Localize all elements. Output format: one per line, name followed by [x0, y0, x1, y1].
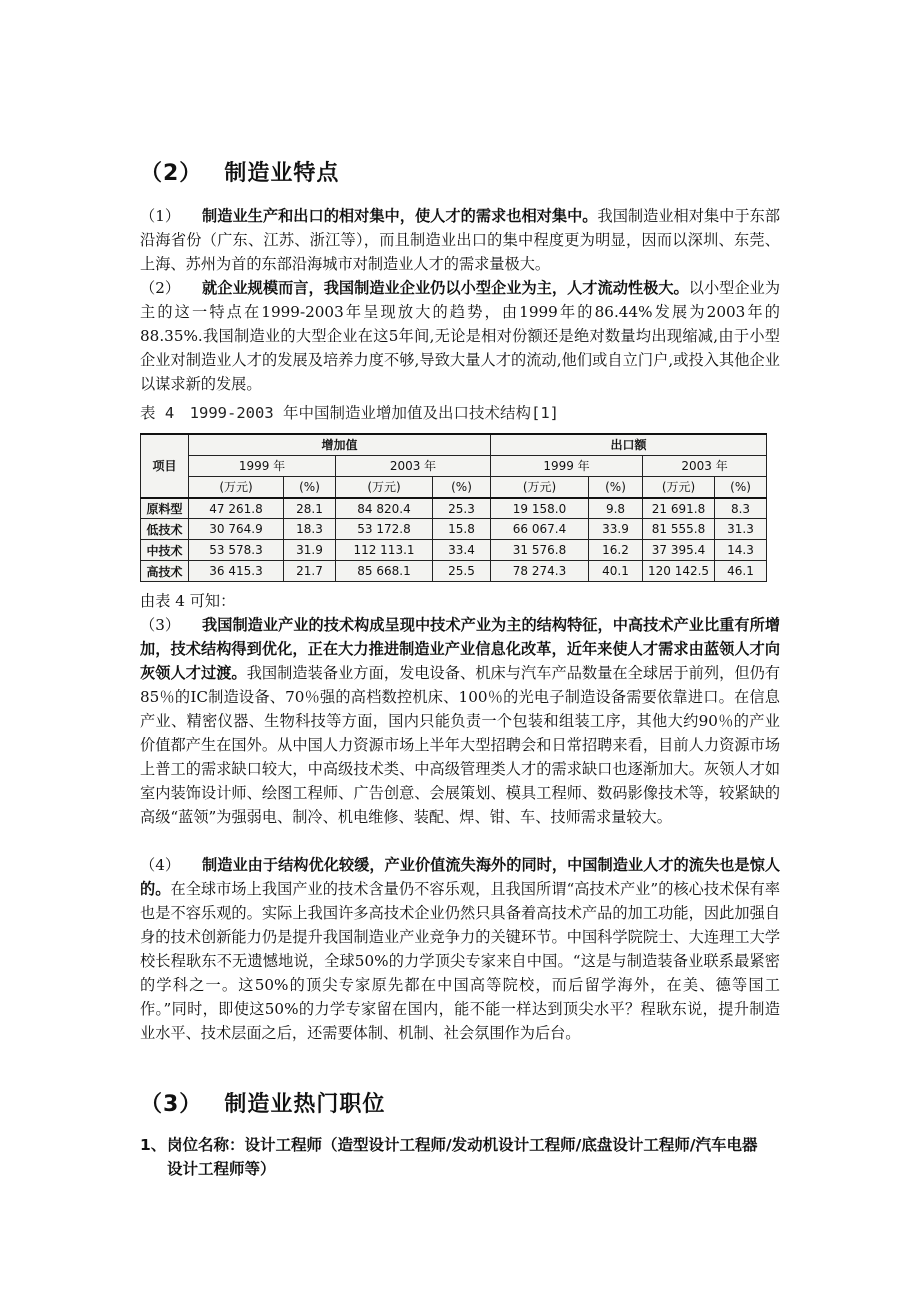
paragraph-text: 我国制造业相对集中于东部沿海省份（广东、江苏、浙江等），而且制造业出口的集中程度更为明显，因而以深圳、东莞、上海、苏州为首的东部沿海城市对制造业人才的需求量极大。	[140, 207, 781, 273]
table-cell: 78 274.3	[491, 561, 589, 582]
table-header-unit: (%)	[715, 476, 767, 497]
table-cell: 53 172.8	[336, 519, 433, 540]
table-header-row	[141, 455, 767, 476]
table-header-unit: (万元)	[491, 476, 589, 497]
table-caption: 表 4 1999-2003 年中国制造业增加值及出口技术结构[1]	[140, 404, 559, 422]
table-cell: 19 158.0	[491, 498, 589, 519]
table-row	[141, 498, 767, 519]
table-cell: 8.3	[715, 498, 767, 519]
paragraph-number: （3）	[140, 616, 181, 634]
section-title: 制造业特点	[224, 161, 340, 186]
table-cell: 18.3	[284, 519, 336, 540]
table-cell: 40.1	[589, 561, 643, 582]
paragraph-bold-text: 就企业规模而言，我国制造业企业仍以小型企业为主，人才流动性极大。	[202, 279, 689, 297]
table-cell: 47 261.8	[189, 498, 284, 519]
table-cell: 25.5	[433, 561, 491, 582]
table-header-unit: (万元)	[336, 476, 433, 497]
job-item-1	[140, 1133, 780, 1181]
table-cell: 30 764.9	[189, 519, 284, 540]
table-cell: 16.2	[589, 540, 643, 561]
paragraph-1	[140, 204, 780, 276]
table-cell: 85 668.1	[336, 561, 433, 582]
table-cell: 53 578.3	[189, 540, 284, 561]
table-header-year: 2003 年	[336, 455, 491, 476]
section-heading-2	[140, 156, 339, 187]
table-cell: 14.3	[715, 540, 767, 561]
paragraph-bold-text: 我国制造业产业的技术构成呈现中技术产业为主的结构特征，中高技术产业比重有所增加，技术结构得到优化，正在大力推进制造业产业信息化改革，近年来使人才需求由蓝领人才向灰领人才过渡。	[140, 616, 780, 682]
table-cell: 25.3	[433, 498, 491, 519]
data-table	[140, 433, 767, 582]
table-header-unit: (万元)	[189, 476, 284, 497]
table-row-label: 中技术	[141, 540, 189, 561]
paragraph-bold-text: 制造业由于结构优化较缓，产业价值流失海外的同时，中国制造业人才的流失也是惊人的。	[140, 856, 780, 898]
paragraph-number: （2）	[140, 279, 181, 297]
paragraph-text: 我国制造装备业方面，发电设备、机床与汽车产品数量在全球居于前列，但仍有 85％的IC制造设备、70％强的高档数控机床、100％的光电子制造设备需要依靠进口。在信息产业、精密仪器、生物科技等方面，国内只能负责一个包装和组装工序，其他大约90％的产业价值都产生在国外。从中国人力资源市场上半年大型招聘会和日常招聘来看，目前人力资源市场上普工的需求缺口较大，中高级技术类、中高级管理类人才的需求缺口也逐渐加大。灰领人才如室内装饰设计师、绘图工程师、广告创意、会展策划、模具工程师、数码影像技术等，较紧缺的高级“蓝领”为强弱电、制冷、机电维修、装配、焊、钳、车、技师需求量较大。	[140, 664, 781, 826]
table-cell: 81 555.8	[643, 519, 715, 540]
table-cell: 112 113.1	[336, 540, 433, 561]
table-cell: 15.8	[433, 519, 491, 540]
section-number: （2）	[140, 161, 203, 186]
job-title-continued: 设计工程师等）	[167, 1160, 276, 1178]
table-cell: 36 415.3	[189, 561, 284, 582]
table-cell: 9.8	[589, 498, 643, 519]
table-header-row	[141, 476, 767, 497]
table-row-label: 低技术	[141, 519, 189, 540]
table-cell: 84 820.4	[336, 498, 433, 519]
section-heading-3	[140, 1087, 385, 1118]
table-header-row	[141, 434, 767, 455]
table-cell: 33.9	[589, 519, 643, 540]
table-row-label: 高技术	[141, 561, 189, 582]
table-header-unit: (万元)	[643, 476, 715, 497]
table-header-year: 1999 年	[491, 455, 643, 476]
table-cell: 37 395.4	[643, 540, 715, 561]
table-cell: 66 067.4	[491, 519, 589, 540]
table-row	[141, 540, 767, 561]
table-header-year: 1999 年	[189, 455, 336, 476]
table-row-label: 原料型	[141, 498, 189, 519]
paragraph-text: 以小型企业为主的这一特点在1999-2003年呈现放大的趋势，由1999年的86.44%发展为2003年的88.35%.我国制造业的大型企业在这5年间,无论是相对份额还是绝对数量均出现缩减,由于小型企业对制造业人才的发展及培养力度不够,导致大量人才的流动,他们或自立门户,或投入其他企业以谋求新的发展。	[140, 279, 781, 393]
table-reference-line: 由表 4 可知：	[140, 592, 236, 610]
table-cell: 31.3	[715, 519, 767, 540]
paragraph-4	[140, 853, 780, 1045]
paragraph-3	[140, 613, 780, 829]
table-header-year: 2003 年	[643, 455, 767, 476]
paragraph-bold-text: 制造业生产和出口的相对集中，使人才的需求也相对集中。	[202, 207, 598, 225]
table-cell: 33.4	[433, 540, 491, 561]
paragraph-number: （1）	[140, 207, 181, 225]
table-cell: 120 142.5	[643, 561, 715, 582]
paragraph-number: （4）	[140, 856, 181, 874]
table-header-unit: (%)	[589, 476, 643, 497]
table-header-group: 出口额	[491, 434, 767, 455]
paragraph-2	[140, 276, 780, 396]
section-title: 制造业热门职位	[224, 1092, 386, 1117]
table-row	[141, 519, 767, 540]
table-header-group: 增加值	[189, 434, 491, 455]
table-cell: 21.7	[284, 561, 336, 582]
table-header-item: 项目	[141, 434, 189, 498]
job-number: 1、	[140, 1136, 167, 1154]
paragraph-text: 在全球市场上我国产业的技术含量仍不容乐观，且我国所谓“高技术产业”的核心技术保有率也是不容乐观的。实际上我国许多高技术企业仍然只具备着高技术产品的加工功能，因此加强自身的技术创新能力仍是提升我国制造业产业竞争力的关键环节。中国科学院院士、大连理工大学校长程耿东不无遗憾地说，全球50%的力学顶尖专家来自中国。“这是与制造装备业联系最紧密的学科之一。这50%的顶尖专家原先都在中国高等院校，而后留学海外，在美、德等国工作。”同时，即使这50%的力学专家留在国内，能不能一样达到顶尖水平？程耿东说，提升制造业水平、技术层面之后，还需要体制、机制、社会氛围作为后台。	[140, 880, 781, 1042]
table-row	[141, 561, 767, 582]
section-number: （3）	[140, 1092, 203, 1117]
table-cell: 28.1	[284, 498, 336, 519]
table-cell: 21 691.8	[643, 498, 715, 519]
table-cell: 31.9	[284, 540, 336, 561]
table-cell: 31 576.8	[491, 540, 589, 561]
job-title: 岗位名称：设计工程师（造型设计工程师/发动机设计工程师/底盘设计工程师/汽车电器	[167, 1136, 758, 1154]
table-header-unit: (%)	[433, 476, 491, 497]
table-cell: 46.1	[715, 561, 767, 582]
table-header-unit: (%)	[284, 476, 336, 497]
